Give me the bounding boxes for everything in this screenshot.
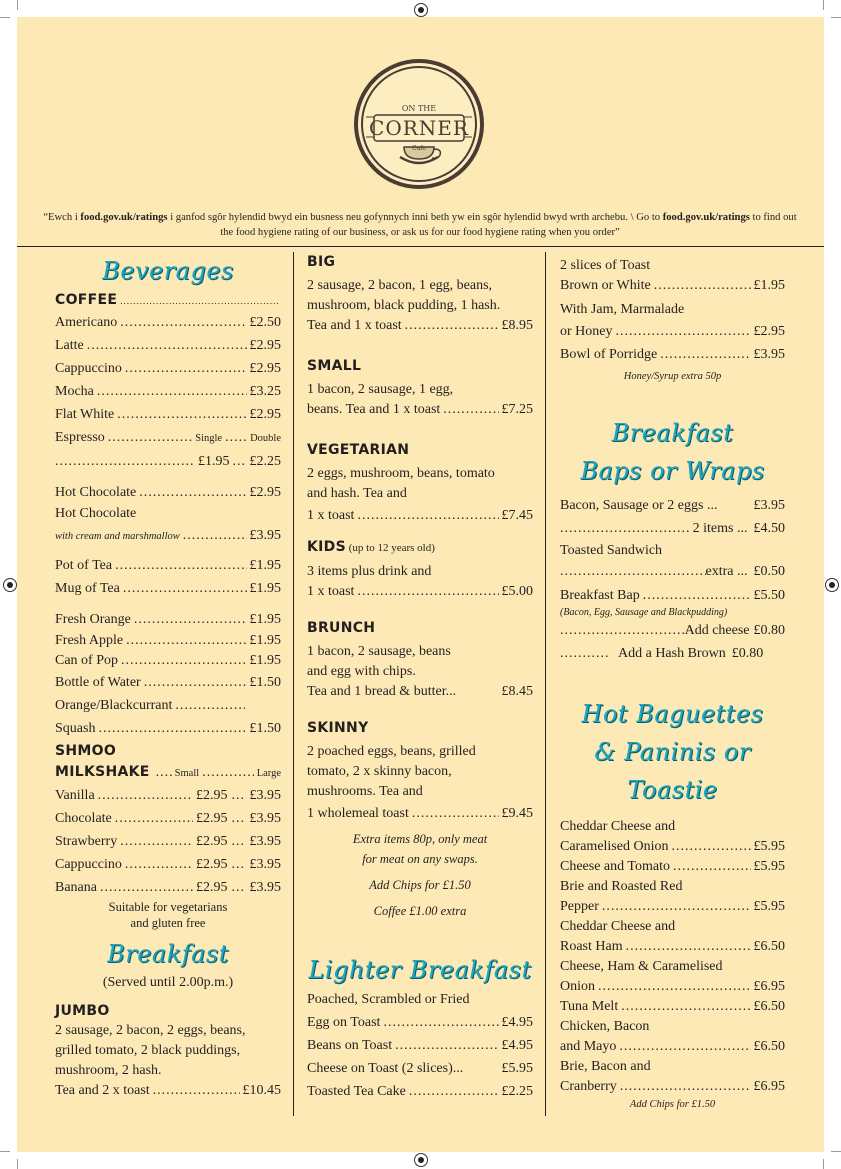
- jumbo-description: mushroom, 2 hash.: [55, 1063, 162, 1078]
- item-price: £5.00: [501, 584, 533, 599]
- item-price: £7.45: [501, 508, 533, 523]
- menu-item: [55, 717, 281, 740]
- item-label: Bottle of Water: [55, 675, 141, 690]
- dot-leader: [97, 380, 247, 403]
- item-price: £7.25: [501, 402, 533, 417]
- dot-leader: [383, 1011, 498, 1034]
- breakfast-bap-description: (Bacon, Egg, Sausage and Blackpudding): [560, 607, 728, 618]
- dot-leader: [412, 802, 499, 825]
- item-price: £8.45: [501, 684, 533, 699]
- item-price: £1.50: [249, 675, 281, 690]
- item-label: Tea and 1 x toast: [307, 318, 402, 333]
- item-label: £2.95: [196, 834, 228, 849]
- item-price: £6.95: [753, 979, 785, 994]
- item-label: Bowl of Porridge: [560, 347, 658, 362]
- item-label: and Mayo: [560, 1039, 617, 1054]
- menu-item-brunch: [307, 682, 533, 702]
- item-price: £8.95: [501, 318, 533, 333]
- coffee-heading-row: [55, 290, 281, 311]
- baguette-desc: Chicken, Bacon: [560, 1019, 650, 1034]
- jumbo-description: 2 sausage, 2 bacon, 2 eggs, beans,: [55, 1023, 246, 1038]
- item-label: Bacon, Sausage or 2 eggs ...: [560, 498, 718, 513]
- item-label: Add a Hash Brown: [618, 646, 726, 661]
- baguette-desc: Cheddar Cheese and: [560, 919, 676, 934]
- vegetarian-note: Suitable for vegetarians: [108, 900, 228, 914]
- jumbo-heading: JUMBO: [55, 1003, 110, 1019]
- brunch-description: and egg with chips.: [307, 664, 416, 679]
- skinny-description: 2 poached eggs, beans, grilled: [307, 744, 476, 759]
- dot-leader: [156, 763, 172, 783]
- item-label: Cheese on Toast (2 slices)...: [307, 1061, 464, 1076]
- item-label: Hot Chocolate: [55, 485, 137, 500]
- milkshake-item: [55, 830, 281, 853]
- item-price: £5.95: [501, 1061, 533, 1076]
- vegetarian-description: 2 eggs, mushroom, beans, tomato: [307, 466, 495, 481]
- item-label: Mocha: [55, 384, 94, 399]
- item-label: Espresso: [55, 430, 105, 445]
- menu-item: [55, 651, 281, 671]
- item-label: Can of Pop: [55, 653, 118, 668]
- dot-leader: [117, 403, 246, 426]
- menu-item-kids: [307, 582, 533, 602]
- menu-item: [560, 620, 785, 642]
- dot-leader: [232, 853, 246, 876]
- crop-mark: [17, 0, 18, 10]
- item-label: Tea and 1 bread & butter...: [307, 684, 457, 699]
- menu-item: [55, 481, 281, 504]
- item-label: Cappuccino: [55, 857, 122, 872]
- item-label: Small: [174, 768, 200, 779]
- baguette-desc: Cheddar Cheese and: [560, 819, 676, 834]
- item-price: £1.95: [249, 581, 281, 596]
- item-label: Cappuccino: [55, 361, 122, 376]
- dot-leader: [125, 357, 247, 380]
- small-heading: SMALL: [307, 358, 362, 374]
- item-price: £5.95: [753, 899, 785, 914]
- item-price: £3.95: [753, 498, 785, 513]
- served-until-note: (Served until 2.00p.m.): [102, 975, 234, 990]
- dot-leader: [560, 642, 608, 665]
- menu-item: [560, 642, 785, 665]
- item-label: £1.95: [198, 454, 230, 469]
- item-price: £2.95: [249, 361, 281, 376]
- menu-item: [55, 357, 281, 380]
- crop-mark: [17, 1159, 18, 1169]
- big-description: 2 sausage, 2 bacon, 1 egg, beans,: [307, 278, 493, 293]
- item-price: £2.95: [753, 324, 785, 339]
- item-price: Double: [250, 433, 281, 444]
- item-label: Egg on Toast: [307, 1015, 381, 1030]
- item-label: 1 wholemeal toast: [307, 806, 409, 821]
- dot-leader: [660, 343, 750, 366]
- menu-item: [307, 1011, 533, 1034]
- crop-mark: [831, 17, 841, 18]
- dot-leader: [357, 582, 498, 602]
- dot-leader: [175, 694, 245, 717]
- menu-item: [55, 554, 281, 577]
- item-label: Toasted Tea Cake: [307, 1084, 406, 1099]
- registration-mark-icon: [3, 578, 17, 592]
- menu-item: [560, 1037, 785, 1057]
- dot-leader: [121, 651, 247, 671]
- dot-leader: [560, 517, 690, 540]
- item-price: £1.95: [249, 612, 281, 627]
- menu-item: [307, 1080, 533, 1103]
- dot-leader: [134, 608, 247, 631]
- menu-item-jumbo: [55, 1081, 281, 1101]
- dot-leader: [443, 400, 498, 420]
- menu-item: [560, 276, 785, 296]
- registration-mark-icon: [414, 3, 428, 17]
- dot-leader: [87, 334, 247, 357]
- item-label: beans. Tea and 1 x toast: [307, 402, 441, 417]
- dot-leader: [232, 830, 246, 853]
- item-price: £3.95: [249, 788, 281, 803]
- dot-leader: [125, 853, 193, 876]
- item-price: £4.50: [753, 521, 785, 536]
- menu-item: [560, 320, 785, 343]
- dot-leader: [395, 1034, 498, 1057]
- item-label: Banana: [55, 880, 97, 895]
- menu-item-small: [307, 400, 533, 420]
- dot-leader: [126, 631, 246, 651]
- item-label: extra ...: [705, 564, 748, 579]
- menu-item: [560, 586, 785, 606]
- small-description: 1 bacon, 2 sausage, 1 egg,: [307, 382, 454, 397]
- item-price: £3.95: [753, 347, 785, 362]
- add-chips-note: Add Chips for £1.50: [369, 878, 471, 892]
- dot-leader: [225, 426, 247, 449]
- item-label: £2.95: [196, 857, 228, 872]
- menu-item: [55, 334, 281, 357]
- menu-item: [560, 857, 785, 877]
- skinny-description: tomato, 2 x skinny bacon,: [307, 764, 452, 779]
- item-label: Add cheese: [684, 623, 750, 638]
- dot-leader: [123, 577, 247, 600]
- item-label: Americano: [55, 315, 118, 330]
- dot-leader: [357, 504, 498, 527]
- menu-item-big: [307, 316, 533, 336]
- item-price: £2.95: [249, 407, 281, 422]
- menu-item-espresso-prices: [55, 450, 281, 473]
- dot-leader: [598, 977, 751, 997]
- item-price: £1.95: [753, 278, 785, 293]
- menu-item: [55, 311, 281, 334]
- item-price: £3.95: [249, 880, 281, 895]
- dot-leader: [139, 481, 246, 504]
- menu-item: [55, 577, 281, 600]
- extra-items-note: for meat on any swaps.: [362, 852, 478, 866]
- item-label: Latte: [55, 338, 84, 353]
- item-label: Brown or White: [560, 278, 651, 293]
- menu-item: [560, 343, 785, 366]
- toasted-sandwich-label: Toasted Sandwich: [560, 543, 663, 558]
- item-price: £3.25: [249, 384, 281, 399]
- dot-leader: [233, 450, 247, 473]
- hygiene-text: to find out the food hygiene rating of our business, or ask us for our food hygiene rating when you order”: [220, 212, 797, 238]
- menu-item-skinny: [307, 802, 533, 825]
- hygiene-text: i ganfod sgôr hylendid bwyd ein busness neu gofynnych inni beth yw ein sgôr hylendid bwyd wrth archebu. \ Go to: [167, 212, 663, 223]
- toast-intro: With Jam, Marmalade: [560, 302, 685, 317]
- vegetarian-description: and hash. Tea and: [307, 486, 407, 501]
- baguette-desc: Cheese, Ham & Caramelised: [560, 959, 723, 974]
- big-heading: BIG: [307, 254, 336, 270]
- section-title-baps-line2: Baps or Wraps: [580, 457, 765, 485]
- toast-intro: 2 slices of Toast: [560, 258, 651, 273]
- hygiene-notice: [40, 210, 800, 240]
- dot-leader: [120, 830, 193, 853]
- item-label: Pot of Tea: [55, 558, 113, 573]
- menu-item: [307, 1034, 533, 1057]
- item-price: £6.95: [753, 1079, 785, 1094]
- column-divider: [545, 252, 546, 1116]
- dot-leader: [621, 997, 750, 1017]
- dot-leader: [602, 897, 751, 917]
- item-price: £1.95: [249, 653, 281, 668]
- item-label: Flat White: [55, 407, 115, 422]
- item-price: £0.50: [753, 564, 785, 579]
- crop-mark: [831, 1151, 841, 1152]
- kids-heading-label: KIDS: [307, 539, 346, 555]
- menu-item: [560, 494, 785, 517]
- section-title-lighter-breakfast: Lighter Breakfast: [308, 956, 532, 984]
- item-label: Vanilla: [55, 788, 95, 803]
- item-label: Roast Ham: [560, 939, 623, 954]
- dot-leader: [120, 311, 246, 334]
- item-label: 2 items ...: [692, 521, 748, 536]
- dot-leader: [560, 562, 706, 582]
- menu-item-name: Hot Chocolate: [55, 506, 137, 521]
- item-price: £5.95: [753, 859, 785, 874]
- dot-leader: [232, 807, 246, 830]
- item-label: £2.95: [196, 788, 228, 803]
- item-price: £4.95: [501, 1015, 533, 1030]
- dot-leader: [183, 524, 247, 547]
- coffee-heading: COFFEE: [55, 292, 118, 308]
- menu-item-vegetarian: [307, 504, 533, 527]
- item-price: £3.95: [249, 811, 281, 826]
- menu-item: [560, 562, 785, 582]
- column-divider: [293, 252, 294, 1116]
- dot-leader: [232, 784, 246, 807]
- big-description: mushroom, black pudding, 1 hash.: [307, 298, 501, 313]
- baguette-desc: Brie, Bacon and: [560, 1059, 651, 1074]
- dot-leader: [616, 320, 751, 343]
- item-label: Chocolate: [55, 811, 112, 826]
- item-label: £2.95: [196, 880, 228, 895]
- dot-leader: [100, 876, 193, 899]
- kids-age-note: (up to 12 years old): [345, 542, 435, 554]
- kids-heading: [307, 537, 533, 558]
- item-price: £1.95: [249, 558, 281, 573]
- item-price: Large: [256, 768, 281, 779]
- column-beverages: [55, 252, 281, 1101]
- coffee-extra-note: Coffee £1.00 extra: [373, 904, 467, 918]
- logo-sub-text: Cafe: [412, 145, 426, 152]
- add-chips-note: Add Chips for £1.50: [629, 1099, 716, 1110]
- section-title-beverages: Beverages: [102, 257, 234, 285]
- item-price: £2.50: [249, 315, 281, 330]
- section-title-baguettes-line1: Hot Baguettes: [581, 700, 764, 728]
- extra-items-note: Extra items 80p, only meat: [352, 832, 488, 846]
- item-label: Beans on Toast: [307, 1038, 393, 1053]
- menu-item: [55, 671, 281, 694]
- dot-leader: [98, 784, 193, 807]
- item-price: £2.25: [501, 1084, 533, 1099]
- section-title-baps-line1: Breakfast: [611, 419, 734, 447]
- item-label: Breakfast Bap: [560, 588, 640, 603]
- item-price: £3.95: [249, 528, 281, 543]
- dot-leader: [98, 717, 246, 740]
- skinny-description: mushrooms. Tea and: [307, 784, 423, 799]
- menu-item: [560, 897, 785, 917]
- item-label: Single: [195, 433, 223, 444]
- item-price: £1.95: [249, 633, 281, 648]
- item-label: 1 x toast: [307, 508, 355, 523]
- item-label: Squash: [55, 721, 96, 736]
- dot-leader: [409, 1080, 499, 1103]
- honey-syrup-note: Honey/Syrup extra 50p: [623, 371, 722, 382]
- item-label: 1 x toast: [307, 584, 355, 599]
- item-label: Strawberry: [55, 834, 118, 849]
- item-label: Cheese and Tomato: [560, 859, 670, 874]
- item-label: Mug of Tea: [55, 581, 120, 596]
- milkshake-item: [55, 853, 281, 876]
- vegetarian-heading: VEGETARIAN: [307, 442, 410, 458]
- menu-item: [560, 517, 785, 540]
- hygiene-text: “Ewch i: [43, 212, 81, 223]
- dot-leader: [115, 554, 246, 577]
- item-price: £9.45: [501, 806, 533, 821]
- crop-mark: [823, 0, 824, 10]
- milkshake-heading-row: [55, 762, 281, 784]
- dot-leader: [643, 586, 751, 606]
- menu-item-espresso: [55, 426, 281, 450]
- jumbo-description: grilled tomato, 2 black puddings,: [55, 1043, 241, 1058]
- item-label: Cranberry: [560, 1079, 617, 1094]
- crop-mark: [823, 1159, 824, 1169]
- kids-description: 3 items plus drink and: [307, 564, 432, 579]
- item-price: £6.50: [753, 999, 785, 1014]
- item-price: £10.45: [242, 1083, 281, 1098]
- section-title-baguettes-line3: Toastie: [627, 776, 718, 804]
- dot-leader: [626, 937, 751, 957]
- item-label: Fresh Orange: [55, 612, 131, 627]
- dot-leader: [153, 1081, 240, 1101]
- item-price: £2.25: [249, 454, 281, 469]
- dot-leader: [673, 857, 751, 877]
- item-price: £0.80: [731, 646, 764, 661]
- dot-leader: [654, 276, 751, 296]
- menu-item: [307, 1057, 533, 1080]
- crop-mark: [0, 1151, 10, 1152]
- registration-mark-icon: [825, 578, 839, 592]
- item-price: £4.95: [501, 1038, 533, 1053]
- dot-leader: [115, 807, 193, 830]
- item-price: £3.95: [249, 834, 281, 849]
- hygiene-link-text: food.gov.uk/ratings: [80, 212, 168, 223]
- milkshake-item: [55, 807, 281, 830]
- item-label: with cream and marshmallow: [55, 531, 180, 542]
- registration-mark-icon: [414, 1153, 428, 1167]
- dot-leader: [619, 1037, 750, 1057]
- item-label: Tuna Melt: [560, 999, 619, 1014]
- menu-item: [55, 524, 281, 548]
- lighter-intro: Poached, Scrambled or Fried: [307, 992, 470, 1007]
- header-divider: [17, 246, 824, 247]
- brunch-description: 1 bacon, 2 sausage, beans: [307, 644, 451, 659]
- item-label: Orange/Blackcurrant: [55, 698, 173, 713]
- logo-top-text: ON THE: [401, 104, 437, 113]
- item-label: Caramelised Onion: [560, 839, 669, 854]
- dot-leader: [560, 620, 685, 642]
- brunch-heading: BRUNCH: [307, 620, 376, 636]
- item-price: £5.50: [753, 588, 785, 603]
- dot-leader: [620, 1077, 751, 1097]
- item-label: Onion: [560, 979, 595, 994]
- item-price: £5.95: [753, 839, 785, 854]
- dot-leader: [120, 291, 278, 311]
- dot-leader: [232, 876, 246, 899]
- column-toast-baps-baguettes: [560, 252, 785, 1113]
- menu-item: [55, 380, 281, 403]
- dot-leader: [144, 671, 247, 694]
- menu-item: [560, 837, 785, 857]
- section-title-baguettes-line2: & Paninis or: [594, 738, 751, 766]
- item-price: £2.95: [249, 485, 281, 500]
- crop-mark: [0, 17, 10, 18]
- milkshake-item: [55, 876, 281, 899]
- cafe-logo: [352, 57, 486, 191]
- item-label: £2.95: [196, 811, 228, 826]
- menu-item: [55, 608, 281, 631]
- logo-main-text: CORNER: [369, 116, 469, 140]
- menu-item-name: [55, 694, 281, 717]
- item-price: £1.50: [249, 721, 281, 736]
- item-label: Tea and 2 x toast: [55, 1083, 150, 1098]
- vegetarian-note: and gluten free: [130, 916, 206, 930]
- dot-leader: [405, 316, 499, 336]
- menu-item: [560, 937, 785, 957]
- milkshake-item: [55, 784, 281, 807]
- menu-item: [560, 1077, 785, 1097]
- item-price: £3.95: [249, 857, 281, 872]
- menu-item: [560, 997, 785, 1017]
- item-label: Pepper: [560, 899, 599, 914]
- dot-leader: [671, 837, 750, 857]
- dot-leader: [55, 450, 195, 473]
- menu-item: [560, 977, 785, 997]
- item-price: £0.80: [753, 623, 785, 638]
- dot-leader: [108, 426, 192, 449]
- baguette-desc: Brie and Roasted Red: [560, 879, 683, 894]
- hygiene-link-text: food.gov.uk/ratings: [662, 212, 750, 223]
- column-breakfast: [307, 252, 533, 1103]
- item-label: or Honey: [560, 324, 613, 339]
- menu-item: [55, 403, 281, 426]
- shmoo-heading: SHMOO: [55, 743, 117, 759]
- item-price: £2.95: [249, 338, 281, 353]
- section-title-breakfast: Breakfast: [107, 940, 229, 968]
- skinny-heading: SKINNY: [307, 720, 369, 736]
- item-label: Fresh Apple: [55, 633, 124, 648]
- menu-item: [55, 631, 281, 651]
- dot-leader: [202, 763, 254, 783]
- milkshake-heading: MILKSHAKE: [55, 764, 150, 780]
- item-price: £6.50: [753, 939, 785, 954]
- item-price: £6.50: [753, 1039, 785, 1054]
